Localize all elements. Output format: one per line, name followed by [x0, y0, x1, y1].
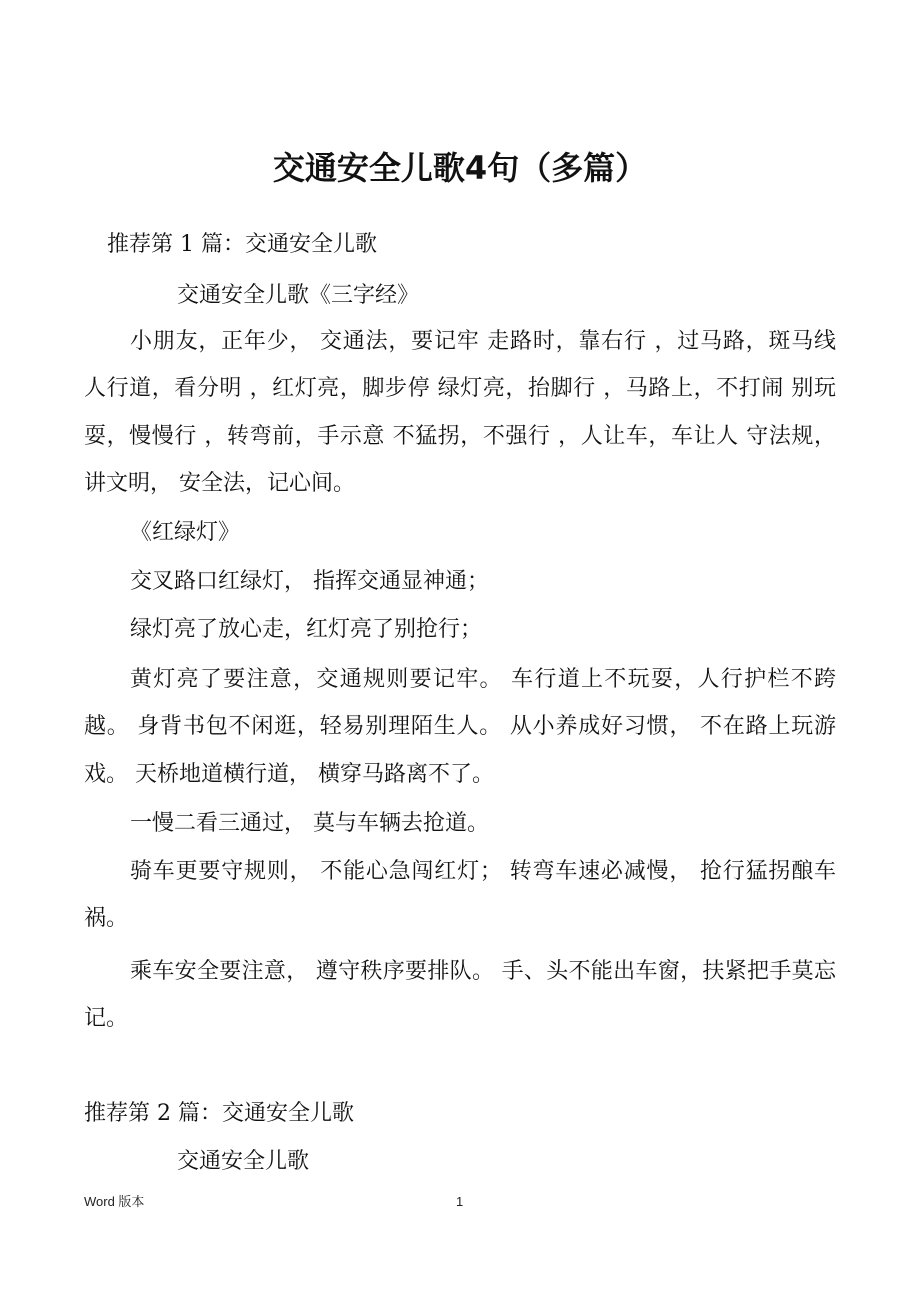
section-1-subtitle-traffic-light: 《红绿灯》: [130, 520, 241, 545]
verse-paragraph: 黄灯亮了要注意，交通规则要记牢。 车行道上不玩耍，人行护栏不跨越。 身背书包不闲逛，轻易别理陌生人。 从小养成好习惯， 不在路上玩游戏。 天桥地道横行道， 横穿马路离不了。: [84, 667, 836, 787]
footer-version-label: Word 版本: [84, 1194, 145, 1209]
page-number: 1: [456, 1194, 464, 1209]
section-1-subtitle: 交通安全儿歌《三字经》: [177, 283, 420, 308]
verse-line: 一慢二看三通过， 莫与车辆去抢道。: [130, 811, 489, 836]
section-2-heading: 推荐第 2 篇：交通安全儿歌: [84, 1101, 354, 1126]
page-title: 交通安全儿歌4句（多篇）: [272, 149, 648, 187]
section-2-subtitle: 交通安全儿歌: [177, 1149, 310, 1174]
verse-paragraph: 乘车安全要注意， 遵守秩序要排队。 手、头不能出车窗，扶紧把手莫忘记。: [84, 959, 836, 1032]
verse-line: 绿灯亮了放心走，红灯亮了别抢行；: [130, 617, 483, 642]
section-1-heading: 推荐第 1 篇：交通安全儿歌: [107, 232, 377, 257]
verse-paragraph: 骑车更要守规则， 不能心急闯红灯； 转弯车速必减慢， 抢行猛拐酿车祸。: [84, 859, 836, 932]
poem-three-character-classic: 小朋友，正年少， 交通法，要记牢 走路时，靠右行 ，过马路，斑马线 人行道，看分明 ，红灯亮，脚步停 绿灯亮，抬脚行 ，马路上，不打闹 别玩耍，慢慢行 ，转弯前，手示意 不猛拐，不强行 ，人让车，车让人 守法规，讲文明， 安全法，记心间。: [84, 329, 836, 496]
verse-line: 交叉路口红绿灯， 指挥交通显神通；: [130, 569, 489, 594]
